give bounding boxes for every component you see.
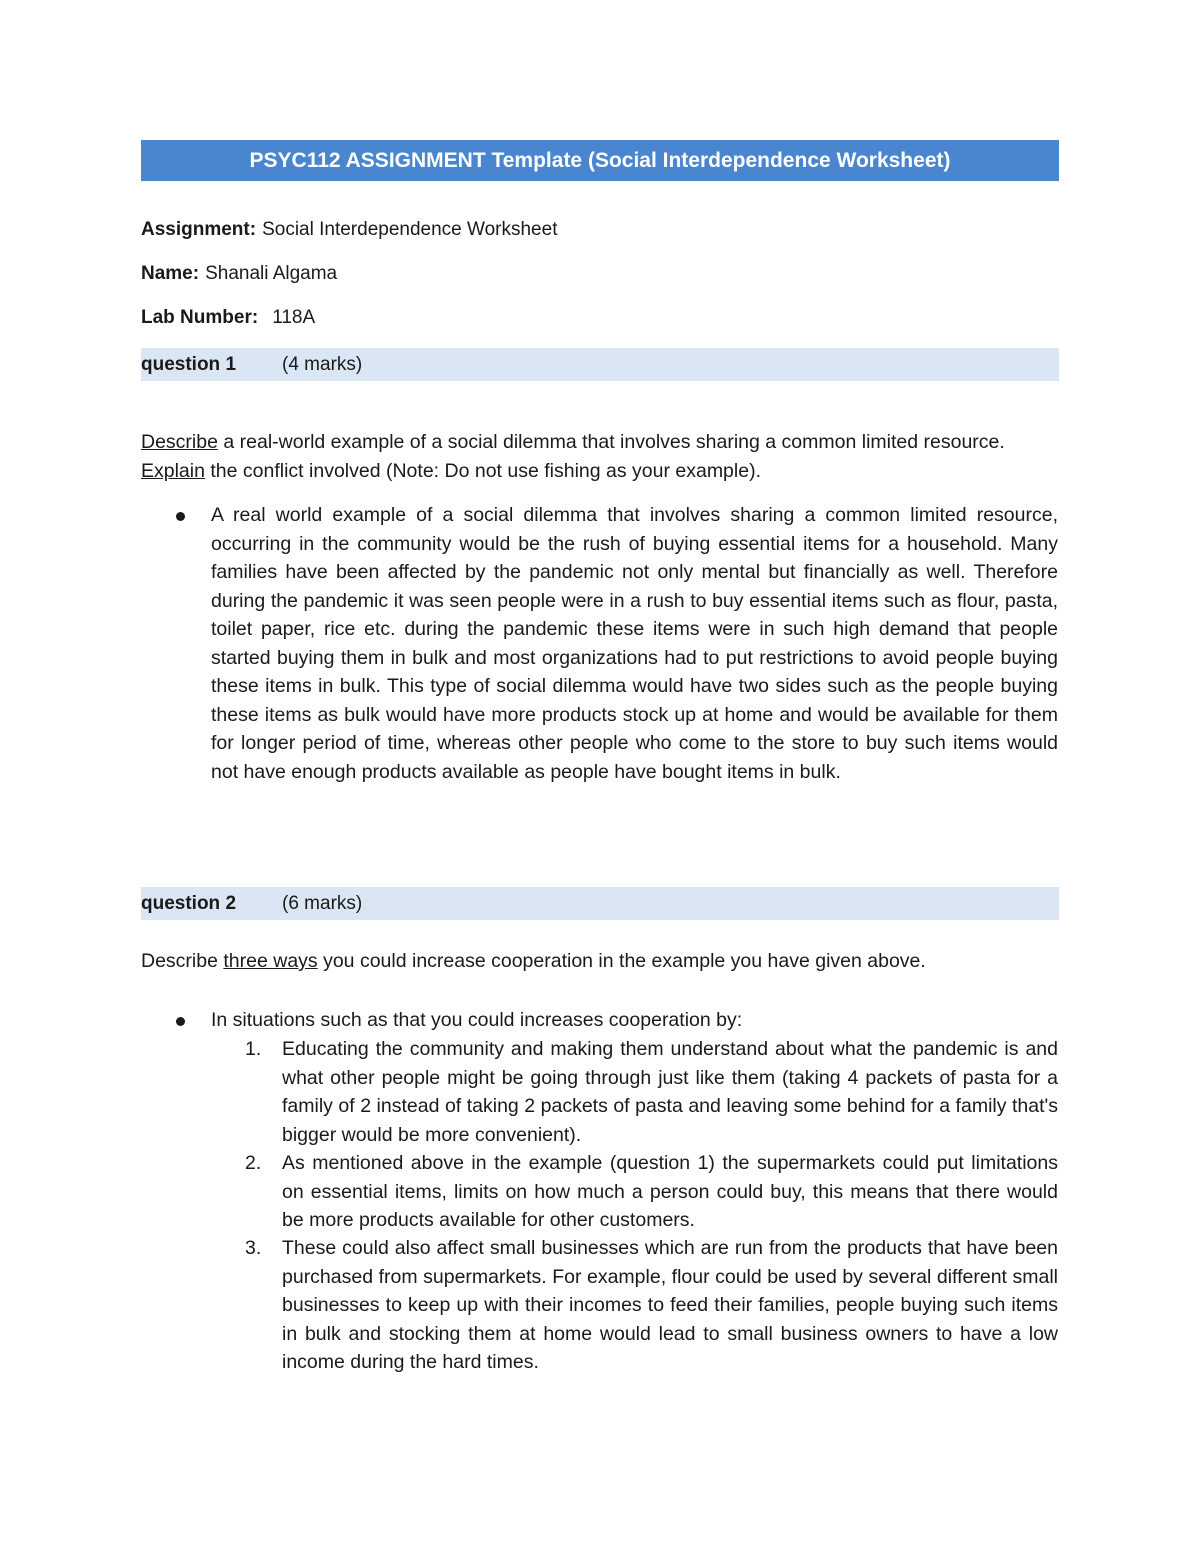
lab-number-value: 118A	[272, 307, 316, 328]
prompt-part-2: you could increase cooperation in the example you have given above.	[317, 950, 926, 972]
prompt-part-1: Describe	[141, 950, 224, 972]
prompt-verb-describe: Describe	[141, 431, 218, 453]
question-2-marks: (6 marks)	[282, 892, 363, 914]
question-1-header	[141, 348, 1059, 381]
document-title: PSYC112 ASSIGNMENT Template (Social Interdependence Worksheet)	[249, 148, 951, 172]
prompt-emphasis: three ways	[223, 950, 318, 972]
bullet-icon	[176, 512, 185, 521]
answer-intro: In situations such as that you could increases cooperation by:	[211, 1009, 743, 1031]
list-marker: 3.	[245, 1237, 262, 1259]
list-marker: 2.	[245, 1152, 262, 1174]
question-2-prompt	[141, 947, 1059, 976]
lab-number-label: Lab Number:	[141, 307, 259, 328]
name-line	[141, 262, 337, 286]
assignment-label: Assignment:	[141, 219, 257, 240]
list-item-text: These could also affect small businesses which are run from the products that have been purchased from supermarkets. For example, flour could be used by several different small businesses to keep up with their incomes to feed their families, people buying such items in bulk and stocking them at home would lead to small business owners to have a low income during the hard times.	[282, 1237, 1058, 1373]
assignment-line	[141, 218, 557, 242]
question-1-prompt	[141, 428, 1059, 485]
assignment-value: Social Interdependence Worksheet	[262, 219, 558, 240]
question-1-label: question 1	[141, 353, 237, 375]
question-2-header	[141, 887, 1059, 920]
name-value: Shanali Algama	[205, 263, 338, 284]
question-1-marks: (4 marks)	[282, 353, 363, 375]
prompt-part-2: the conflict involved (Note: Do not use fishing as your example).	[204, 459, 761, 482]
answer-text: A real world example of a social dilemma that involves sharing a common limited resource, occurring in the community would be the rush of buying essential items for a household. Many families have been affected by the pandemic not only mental but financially as well. Therefore during the pandemic it was seen people were in a rush to buy essential items such as flour, pasta, toilet paper, rice etc. during the pandemic these items were in such high demand that people started buying them in bulk and most organizations had to put restrictions to avoid people buying these items in bulk. This type of social dilemma would have two sides such as the people buying these items as bulk would have more products stock up at home and would be available for them for longer period of time, whereas other people who come to the store to buy such items would not have enough products available as people have bought items in bulk.	[211, 504, 1058, 783]
list-marker: 1.	[245, 1038, 262, 1060]
lab-number-line	[141, 306, 315, 330]
question-2-label: question 2	[141, 892, 237, 914]
list-item-text: Educating the community and making them understand about what the pandemic is and what other people might be going through just like them (taking 4 packets of pasta for a family of 2 instead of taking 2 packets of pasta and leaving some behind for a family that's bigger would be more convenient).	[282, 1038, 1058, 1146]
bullet-icon	[176, 1017, 185, 1026]
prompt-part-1: a real-world example of a social dilemma that involves sharing a common limited resource.	[217, 431, 1005, 453]
name-label: Name:	[141, 263, 200, 284]
prompt-verb-explain: Explain	[141, 459, 205, 482]
title-banner	[141, 140, 1059, 181]
list-item-text: As mentioned above in the example (question 1) the supermarkets could put limitations on essential items, limits on how much a person could buy, this means that there would be more products available for other customers.	[282, 1152, 1058, 1231]
